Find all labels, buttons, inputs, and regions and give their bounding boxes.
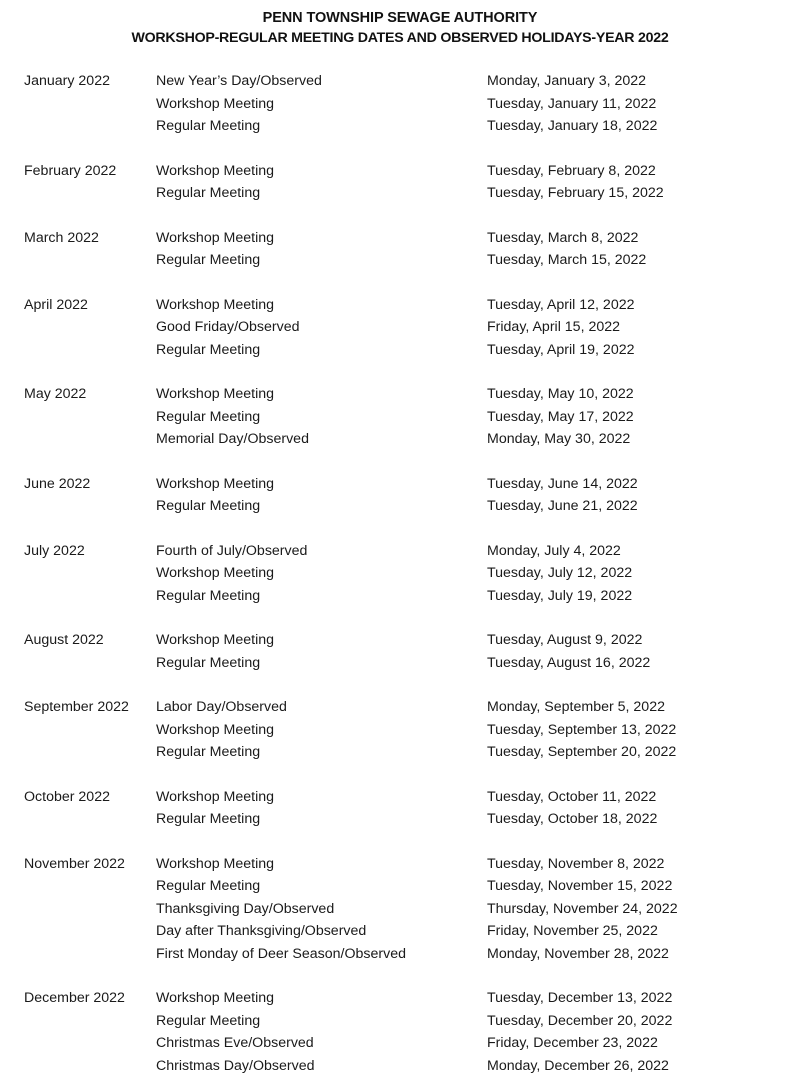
schedule-row (0, 540, 800, 563)
event-label: Workshop Meeting (156, 229, 275, 246)
event-label: Good Friday/Observed (156, 319, 300, 335)
event-label: Regular Meeting (156, 1012, 261, 1029)
event-date: Monday, November 28, 2022 (487, 945, 669, 962)
event-label: Regular Meeting (156, 744, 261, 760)
month-label: November 2022 (24, 855, 125, 872)
event-date: Tuesday, March 15, 2022 (487, 252, 647, 268)
schedule-row (0, 987, 800, 1010)
event-date: Tuesday, July 12, 2022 (487, 565, 633, 581)
event-date: Tuesday, November 15, 2022 (487, 878, 673, 894)
event-label: Workshop Meeting (156, 632, 275, 648)
event-date: Tuesday, January 11, 2022 (487, 95, 657, 112)
schedule-row (0, 495, 800, 518)
event-label: Regular Meeting (156, 587, 261, 604)
schedule-row (0, 786, 800, 809)
event-label: Fourth of July/Observed (156, 542, 308, 559)
event-date: Tuesday, June 21, 2022 (487, 498, 638, 514)
event-date: Monday, January 3, 2022 (487, 73, 647, 89)
month-label: March 2022 (24, 229, 99, 246)
event-label: Workshop Meeting (156, 721, 275, 738)
event-date: Tuesday, September 13, 2022 (487, 721, 677, 738)
schedule-row (0, 875, 800, 898)
event-label: Regular Meeting (156, 498, 261, 514)
event-date: Monday, May 30, 2022 (487, 431, 631, 447)
schedule-row (0, 808, 800, 831)
event-label: Workshop Meeting (156, 386, 275, 402)
schedule-row (0, 339, 800, 362)
document-title-line-2: WORKSHOP-REGULAR MEETING DATES AND OBSERVED HOLIDAYS-YEAR 2022 (131, 30, 669, 46)
meeting-schedule-list (0, 70, 800, 1077)
month-label: July 2022 (24, 542, 85, 559)
event-date: Tuesday, July 19, 2022 (487, 587, 633, 604)
document-title-line-1: PENN TOWNSHIP SEWAGE AUTHORITY (262, 10, 538, 26)
month-label: September 2022 (24, 699, 129, 715)
schedule-row (0, 160, 800, 183)
schedule-row (0, 93, 800, 116)
event-label: First Monday of Deer Season/Observed (156, 945, 406, 962)
event-label: Workshop Meeting (156, 565, 275, 581)
event-date: Tuesday, June 14, 2022 (487, 475, 638, 492)
event-date: Monday, December 26, 2022 (487, 1057, 669, 1074)
event-label: Regular Meeting (156, 408, 261, 425)
event-label: Thanksgiving Day/Observed (156, 900, 335, 917)
schedule-row (0, 249, 800, 272)
month-label: April 2022 (24, 296, 88, 313)
month-group (0, 786, 800, 831)
event-date: Tuesday, November 8, 2022 (487, 855, 665, 872)
event-label: Regular Meeting (156, 811, 261, 827)
schedule-row (0, 943, 800, 966)
month-label: June 2022 (24, 475, 91, 492)
event-label: Day after Thanksgiving/Observed (156, 923, 367, 939)
event-label: Regular Meeting (156, 185, 261, 201)
schedule-row (0, 182, 800, 205)
schedule-row (0, 1010, 800, 1033)
event-date: Tuesday, February 15, 2022 (487, 185, 664, 201)
month-group (0, 853, 800, 966)
event-label: Workshop Meeting (156, 95, 275, 112)
event-label: Workshop Meeting (156, 162, 275, 179)
event-date: Tuesday, September 20, 2022 (487, 744, 677, 760)
schedule-row (0, 383, 800, 406)
document-header (0, 0, 800, 48)
event-label: Regular Meeting (156, 878, 261, 894)
event-date: Friday, December 23, 2022 (487, 1035, 658, 1051)
event-label: Workshop Meeting (156, 296, 275, 313)
schedule-row (0, 741, 800, 764)
schedule-row (0, 629, 800, 652)
event-date: Tuesday, December 20, 2022 (487, 1012, 673, 1029)
month-group (0, 383, 800, 451)
event-date: Tuesday, August 9, 2022 (487, 632, 643, 648)
schedule-row (0, 853, 800, 876)
schedule-row (0, 115, 800, 138)
event-date: Tuesday, April 12, 2022 (487, 296, 635, 313)
event-label: Workshop Meeting (156, 990, 275, 1006)
month-label: January 2022 (24, 73, 110, 89)
schedule-row (0, 1055, 800, 1078)
schedule-row (0, 920, 800, 943)
month-group (0, 227, 800, 272)
month-group (0, 629, 800, 674)
event-date: Tuesday, October 11, 2022 (487, 788, 657, 805)
schedule-row (0, 316, 800, 339)
month-group (0, 696, 800, 764)
event-date: Tuesday, October 18, 2022 (487, 811, 658, 827)
schedule-row (0, 898, 800, 921)
event-date: Monday, July 4, 2022 (487, 542, 621, 559)
event-date: Friday, April 15, 2022 (487, 319, 621, 335)
month-label: February 2022 (24, 162, 117, 179)
schedule-row (0, 585, 800, 608)
schedule-row (0, 696, 800, 719)
schedule-row (0, 406, 800, 429)
month-label: August 2022 (24, 632, 104, 648)
event-date: Tuesday, August 16, 2022 (487, 654, 651, 671)
event-label: Workshop Meeting (156, 475, 275, 492)
event-label: Regular Meeting (156, 654, 261, 671)
event-label: Regular Meeting (156, 252, 261, 268)
event-date: Friday, November 25, 2022 (487, 923, 658, 939)
event-date: Tuesday, April 19, 2022 (487, 341, 635, 358)
event-label: Labor Day/Observed (156, 699, 287, 715)
month-label: October 2022 (24, 788, 110, 805)
event-label: Regular Meeting (156, 341, 261, 358)
month-group (0, 473, 800, 518)
month-label: December 2022 (24, 990, 125, 1006)
event-label: Workshop Meeting (156, 855, 275, 872)
schedule-row (0, 562, 800, 585)
event-label: Christmas Day/Observed (156, 1057, 315, 1074)
month-group (0, 294, 800, 362)
month-label: May 2022 (24, 386, 87, 402)
schedule-row (0, 473, 800, 496)
event-date: Tuesday, May 10, 2022 (487, 386, 634, 402)
event-date: Tuesday, December 13, 2022 (487, 990, 673, 1006)
schedule-row (0, 70, 800, 93)
event-date: Tuesday, January 18, 2022 (487, 118, 658, 134)
event-label: Christmas Eve/Observed (156, 1035, 314, 1051)
event-date: Thursday, November 24, 2022 (487, 900, 678, 917)
schedule-row (0, 294, 800, 317)
schedule-row (0, 428, 800, 451)
event-date: Tuesday, March 8, 2022 (487, 229, 639, 246)
month-group (0, 987, 800, 1077)
event-date: Monday, September 5, 2022 (487, 699, 665, 715)
schedule-row (0, 1032, 800, 1055)
month-group (0, 70, 800, 138)
event-label: Workshop Meeting (156, 788, 275, 805)
event-label: New Year’s Day/Observed (156, 73, 322, 89)
month-group (0, 160, 800, 205)
schedule-row (0, 227, 800, 250)
event-label: Memorial Day/Observed (156, 431, 309, 447)
event-label: Regular Meeting (156, 118, 261, 134)
month-group (0, 540, 800, 608)
schedule-row (0, 719, 800, 742)
event-date: Tuesday, May 17, 2022 (487, 408, 634, 425)
schedule-row (0, 652, 800, 675)
event-date: Tuesday, February 8, 2022 (487, 162, 656, 179)
